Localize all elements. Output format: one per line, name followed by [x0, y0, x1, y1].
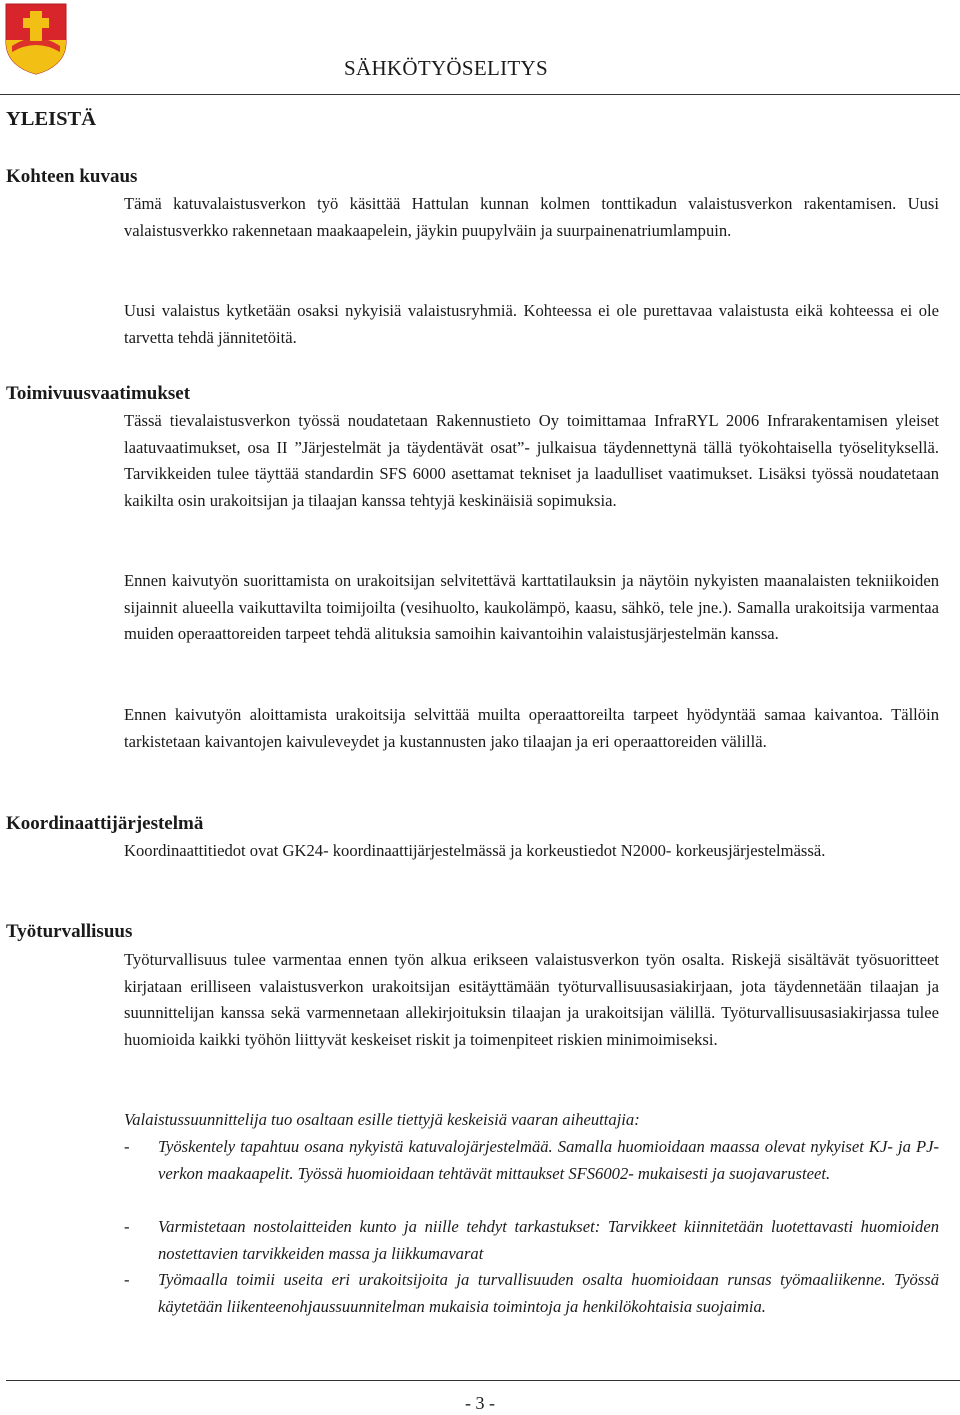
- heading-kohteen-kuvaus: Kohteen kuvaus: [6, 166, 138, 187]
- paragraph-koordinaatti: Koordinaattitiedot ovat GK24- koordinaattijärjestelmässä ja korkeustiedot N2000- korkeusjärjestelmässä.: [124, 841, 826, 860]
- paragraph-kohde-2: Uusi valaistus kytketään osaksi nykyisiä valaistusryhmiä. Kohteessa ei ole purettavaa valaistusta eikä kohteessa ei ole tarvetta tehdä jännitetöitä.: [124, 301, 939, 347]
- section-heading-yleista: YLEISTÄ: [6, 108, 97, 130]
- document-title: SÄHKÖTYÖSELITYS: [344, 56, 548, 80]
- list-item-text: Työmaalla toimii useita eri urakoitsijoita ja turvallisuuden osalta huomioidaan runsas työmaaliikenne. Työssä käytetään liikenteenohjaussuunnitelman mukaisia toimintoja ja henkilökohtaisia suojaimia.: [158, 1270, 939, 1316]
- list-item: [124, 1214, 939, 1267]
- bullet-marker: -: [124, 1270, 130, 1289]
- heading-toimivuusvaatimukset: Toimivuusvaatimukset: [6, 383, 191, 404]
- page-number: - 3 -: [465, 1393, 495, 1413]
- bullet-marker: -: [124, 1137, 130, 1156]
- paragraph-toimivuus-3: Ennen kaivutyön aloittamista urakoitsija selvittää muilta operaattoreilta tarpeet hyödyntää samaa kaivantoa. Tällöin tarkistetaan kaivantojen kaivuleveydet ja kustannusten jako tilaajan ja eri operaattoreiden välillä.: [124, 705, 939, 751]
- list-item-text: Varmistetaan nostolaitteiden kunto ja niille tehdyt tarkastukset: Tarvikkeet kiinnitetään luotettavasti huomioiden nostettavien tarvikkeiden massa ja liikkumavarat: [158, 1217, 939, 1263]
- header-divider: [0, 94, 960, 95]
- bullet-marker: -: [124, 1217, 130, 1236]
- footer-divider: [6, 1380, 960, 1381]
- heading-tyoturvallisuus: Työturvallisuus: [6, 921, 133, 942]
- coat-of-arms-icon: [4, 2, 68, 76]
- paragraph-tyoturva-intro: Valaistussuunnittelija tuo osaltaan esille tiettyjä keskeisiä vaaran aiheuttajia:: [124, 1110, 640, 1129]
- paragraph-toimivuus-2: Ennen kaivutyön suorittamista on urakoitsijan selvitettävä karttatilauksin ja näytöin nykyisten maanalaisten tekniikoiden sijainnit alueella vaikuttavilta toimijoilta (vesihuolto, kaukolämpö, kaasu, sähkö, tele jne.). Samalla urakoitsija varmentaa muiden operaattoreiden tarpeet tehdä alituksia samoihin kaivantoihin valaistusjärjestelmän kanssa.: [124, 571, 939, 644]
- heading-koordinaattijarjestelma: Koordinaattijärjestelmä: [6, 813, 204, 834]
- list-item: [124, 1134, 939, 1187]
- paragraph-tyoturva-1: Työturvallisuus tulee varmentaa ennen työn alkua erikseen valaistusverkon työn osalta. Riskejä sisältävät työsuoritteet kirjataan erilliseen valaistusverkon urakoitsijan esitäyttämään työturvallisuusasiakirjaan, jota täydennetään tilaajan ja suunnittelijan kanssa sekä varmennetaan allekirjoituksin tilaajan ja urakoitsijan välillä. Työturvallisuusasiakirjassa tulee huomioida kaikki työhön liittyvät keskeiset riskit ja toimenpiteet riskien minimoimiseksi.: [124, 950, 939, 1049]
- paragraph-kohde-1: Tämä katuvalaistusverkon työ käsittää Hattulan kunnan kolmen tonttikadun valaistusverkon rakentamisen. Uusi valaistusverkko rakennetaan maakaapelein, jäykin puupylväin ja suurpainenatriumlampuin.: [124, 194, 939, 240]
- list-item-text: Työskentely tapahtuu osana nykyistä katuvalojärjestelmää. Samalla huomioidaan maassa olevat nykyiset KJ- ja PJ- verkon maakaapelit. Työssä huomioidaan tehtävät mittaukset SFS6002- mukaisesti ja suojavarusteet.: [158, 1137, 939, 1183]
- list-item: [124, 1267, 939, 1320]
- paragraph-toimivuus-1: Tässä tievalaistusverkon työssä noudatetaan Rakennustieto Oy toimittamaa InfraRYL 2006 Infrarakentamisen yleiset laatuvaatimukset, osa II ”Järjestelmät ja täydentävät osat”- julkaisua täydennettynä tällä työkohtaisella työselityksellä. Tarvikkeiden tulee täyttää standardin SFS 6000 asettamat tekniset ja laadulliset vaatimukset. Lisäksi työssä noudatetaan kaikilta osin urakoitsijan ja tilaajan kanssa tehtyjä keskinäisiä sopimuksia.: [124, 411, 939, 510]
